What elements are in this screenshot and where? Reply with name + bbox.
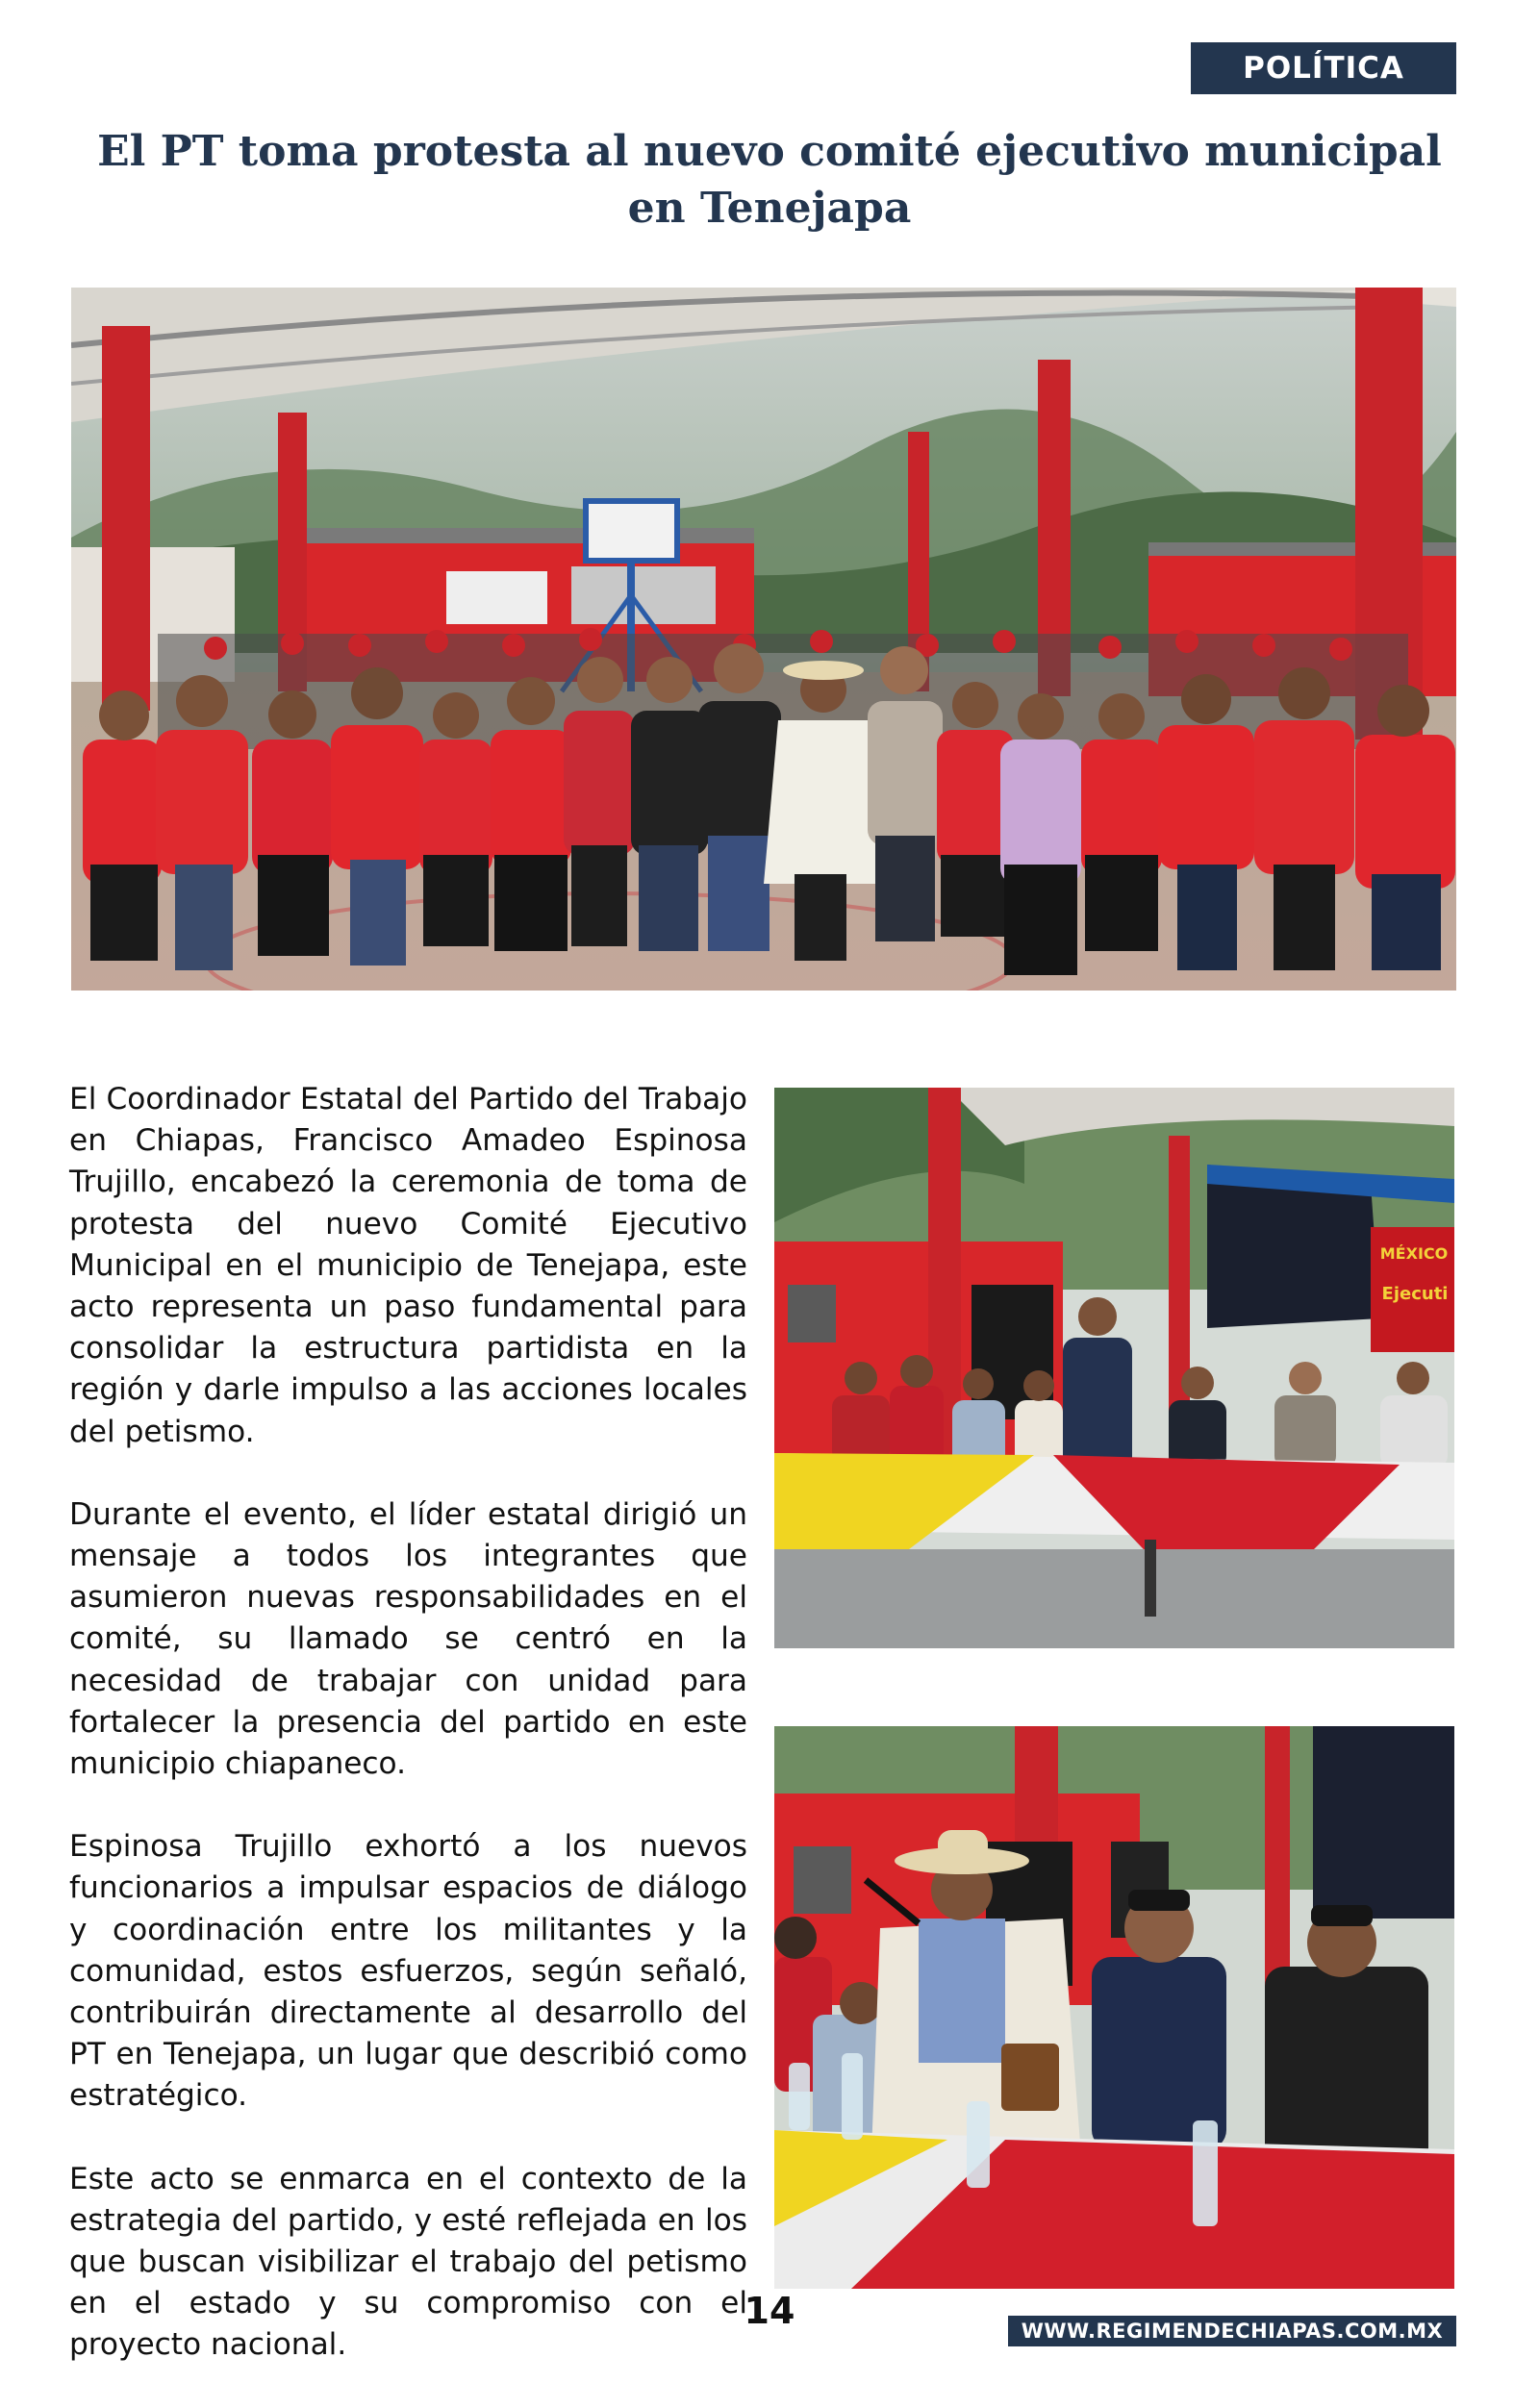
banner-text-1: MÉXICO (1379, 1244, 1449, 1263)
headline: El PT toma protesta al nuevo comité ejecutivo municipal en Tenejapa (97, 127, 1442, 233)
main-photo (71, 288, 1456, 991)
group-photo-illustration (71, 288, 1456, 991)
page-number: 14 (744, 2290, 795, 2332)
article-paragraph-3: Espinosa Trujillo exhortó a los nuevos funcionarios a impulsar espacios de diálogo y coordinación entre los militantes y la comunidad, estos esfuerzos, según señaló, contribuirán directamente al desarrollo del PT en Tenejapa, un lugar que describió como estratégico. (69, 1829, 747, 2114)
speaker-at-table-illustration (774, 1088, 1454, 1648)
banner-text-2: Ejecuti (1381, 1284, 1449, 1304)
article-paragraph-1: El Coordinador Estatal del Partido del Trabajo en Chiapas, Francisco Amadeo Espinosa Trujillo, encabezó la ceremonia de toma de protesta del nuevo Comité Ejecutivo Municipal en el municipio de Tenejapa, este acto representa un paso fundamental para consolidar la estructura partidista en la región y darle impulso a las acciones locales del petismo. (69, 1082, 747, 1449)
article-paragraph-4: Este acto se enmarca en el contexto de la estrategia del partido, y esté reflejada en los que buscan visibilizar el trabajo del petismo en el estado y su compromiso con el proyecto nacional. (69, 2161, 747, 2363)
third-photo (774, 1726, 1454, 2289)
section-label: POLÍTICA (1191, 42, 1456, 94)
second-photo (774, 1088, 1454, 1648)
website-footer: WWW.REGIMENDECHIAPAS.COM.MX (1008, 2316, 1456, 2346)
article-body (69, 1079, 747, 2408)
article-paragraph-2: Durante el evento, el líder estatal dirigió un mensaje a todos los integrantes que asumieron nuevas responsabilidades en el comité, su llamado se centró en la necesidad de trabajar con unidad para fortalecer la presencia del partido en este municipio chiapaneco. (69, 1496, 747, 1782)
speaker-with-hat-illustration (774, 1726, 1454, 2289)
